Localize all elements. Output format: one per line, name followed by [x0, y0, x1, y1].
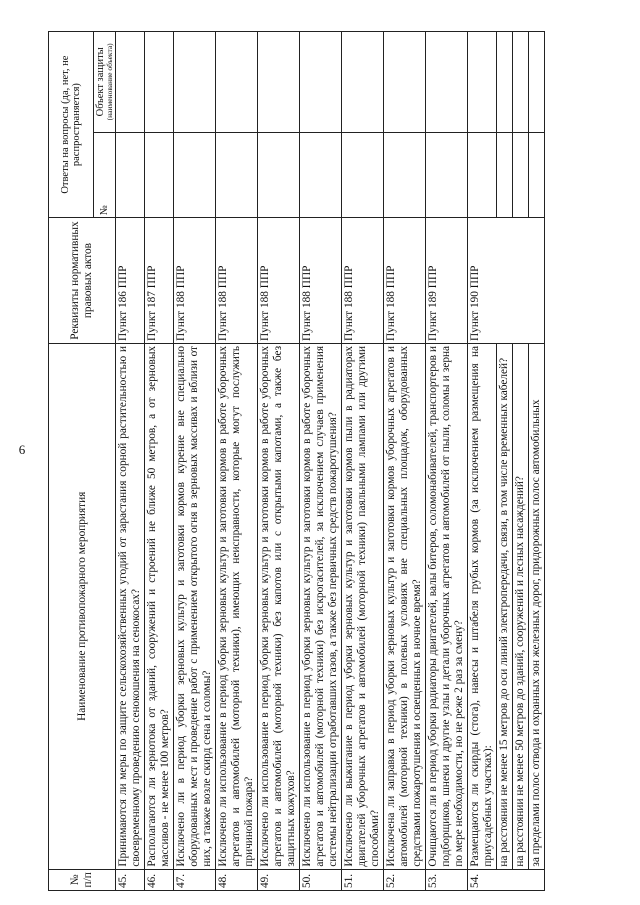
row-answer-num[interactable] [300, 132, 342, 218]
header-requisites: Реквизиты нормативных правовых актов [49, 218, 116, 344]
row-answer-num[interactable] [529, 132, 545, 218]
header-object-sub: (наименование объекта) [105, 43, 114, 121]
row-answer-object[interactable] [426, 32, 468, 133]
row-num: 51. [342, 869, 384, 890]
row-answer-object[interactable] [174, 32, 216, 133]
row-answer-object[interactable] [513, 32, 529, 133]
checklist-table [48, 31, 545, 891]
subrow-question: на расстоянии не менее 50 метров до зданий, сооружений и лесных насаждений? [513, 343, 529, 869]
table-row [384, 32, 426, 891]
row-answer-num[interactable] [216, 132, 258, 218]
row-num: 52. [384, 869, 426, 890]
row-question: Исключено ли выжигание в период уборки зерновых культур и заготовки кормов пыли в радиаторах двигателей уборочных агрегатов и автомобилей (моторной техники) паяльными лампами или другими способами? [342, 343, 384, 869]
row-question: Размещаются ли скирды (стога), навесы и штабеля грубых кормов (за исключением размещения на приусадебных участках): [468, 343, 497, 869]
header-num: № п/п [49, 869, 116, 890]
row-answer-num[interactable] [342, 132, 384, 218]
header-object-num: № [94, 132, 116, 218]
row-ref: Пункт 188 ППР [174, 218, 216, 344]
table-row [174, 32, 216, 891]
row-num: 54. [468, 869, 545, 890]
row-ref: Пункт 188 ППР [342, 218, 384, 344]
table-row [300, 32, 342, 891]
table-subrow [497, 32, 513, 891]
row-ref: Пункт 186 ППР [116, 218, 145, 344]
table-row [145, 32, 174, 891]
row-answer-object[interactable] [145, 32, 174, 133]
row-num: 53. [426, 869, 468, 890]
table-subrow [529, 32, 545, 891]
row-answer-object[interactable] [468, 32, 497, 133]
table-row [116, 32, 145, 891]
page-number: 6 [18, 442, 26, 457]
row-answer-object[interactable] [116, 32, 145, 133]
row-ref: Пункт 187 ППР [145, 218, 174, 344]
row-num: 45. [116, 869, 145, 890]
header-object [94, 32, 116, 133]
table-row [216, 32, 258, 891]
row-ref: Пункт 189 ППР [426, 218, 468, 344]
row-answer-num[interactable] [426, 132, 468, 218]
row-num: 49. [258, 869, 300, 890]
subrow-question: за пределами полос отвода и охранных зон железных дорог, придорожных полос автомобильных [529, 343, 545, 869]
row-answer-object[interactable] [216, 32, 258, 133]
row-answer-num[interactable] [513, 132, 529, 218]
row-answer-num[interactable] [174, 132, 216, 218]
row-answer-num[interactable] [384, 132, 426, 218]
table-subrow [513, 32, 529, 891]
table-row [426, 32, 468, 891]
row-ref: Пункт 190 ППР [468, 218, 545, 344]
header-question: Наименование противопожарного мероприятия [49, 343, 116, 869]
row-num: 47. [174, 869, 216, 890]
table-row [342, 32, 384, 891]
row-answer-num[interactable] [116, 132, 145, 218]
table-row [258, 32, 300, 891]
row-question: Очищаются ли в период уборки радиаторы двигателей, валы битеров, соломонабивателей, транспортеров и подборщиков, шнеки и другие узлы и детали уборочных агрегатов и автомобилей от пыли, соломы и зерна по мере необходимости, но не реже 2 раз за смену? [426, 343, 468, 869]
row-ref: Пункт 188 ППР [384, 218, 426, 344]
row-question: Исключена ли заправка в период уборки зерновых культур и заготовки кормов уборочных агрегатов и автомобилей (моторной техники) в полевых условиях вне специальных площадок, оборудованных средствами пожаротушения и освещенных в ночное время? [384, 343, 426, 869]
row-ref: Пункт 188 ППР [216, 218, 258, 344]
row-answer-num[interactable] [468, 132, 497, 218]
row-answer-object[interactable] [342, 32, 384, 133]
row-question: Исключено ли использование в период уборки зерновых культур и заготовки кормов в работе уборочных агрегатов и автомобилей (моторной техники) без искрогасителей, за исключением случаев применения системы нейтрализации отработавших газов, а также без первичных средств пожаротушения? [300, 343, 342, 869]
row-question: Исключено ли в период уборки зерновых культур и заготовки кормов курение вне специально оборудованных мест и проведение работ с применением открытого огня в зерновых массивах и вблизи от них, а также возле скирд сена и соломы? [174, 343, 216, 869]
row-answer-num[interactable] [497, 132, 513, 218]
header-object-title: Объект защиты [95, 47, 106, 117]
row-answer-object[interactable] [300, 32, 342, 133]
row-answer-object[interactable] [529, 32, 545, 133]
row-ref: Пункт 188 ППР [300, 218, 342, 344]
row-ref: Пункт 188 ППР [258, 218, 300, 344]
row-answer-object[interactable] [258, 32, 300, 133]
row-answer-object[interactable] [497, 32, 513, 133]
subrow-question: на расстоянии не менее 15 метров до оси линий электропередачи, связи, в том числе временных кабелей? [497, 343, 513, 869]
row-num: 48. [216, 869, 258, 890]
row-question: Принимаются ли меры по защите сельскохозяйственных угодий от зарастания сорной растительностью и своевременному проведению сенокошения на сенокосах? [116, 343, 145, 869]
row-question: Исключено ли использование в период уборки зерновых культур и заготовки кормов в работе уборочных агрегатов и автомобилей (моторной техники) без капотов или с открытыми капотами, а также без защитных кожухов? [258, 343, 300, 869]
row-answer-object[interactable] [384, 32, 426, 133]
row-question: Исключено ли использование в период уборки зерновых культур и заготовки кормов в работе уборочных агрегатов и автомобилей (моторной техники), имеющих неисправности, которые могут послужить причиной пожара? [216, 343, 258, 869]
table-row [468, 32, 497, 891]
header-answer: Ответы на вопросы (да, нет, не распространяется) [49, 32, 94, 218]
checklist-page [48, 31, 623, 891]
row-num: 50. [300, 869, 342, 890]
row-question: Располагаются ли зернотока от зданий, сооружений и строений не ближе 50 метров, а от зерновых массивов - не менее 100 метров? [145, 343, 174, 869]
row-num: 46. [145, 869, 174, 890]
row-answer-num[interactable] [258, 132, 300, 218]
row-answer-num[interactable] [145, 132, 174, 218]
